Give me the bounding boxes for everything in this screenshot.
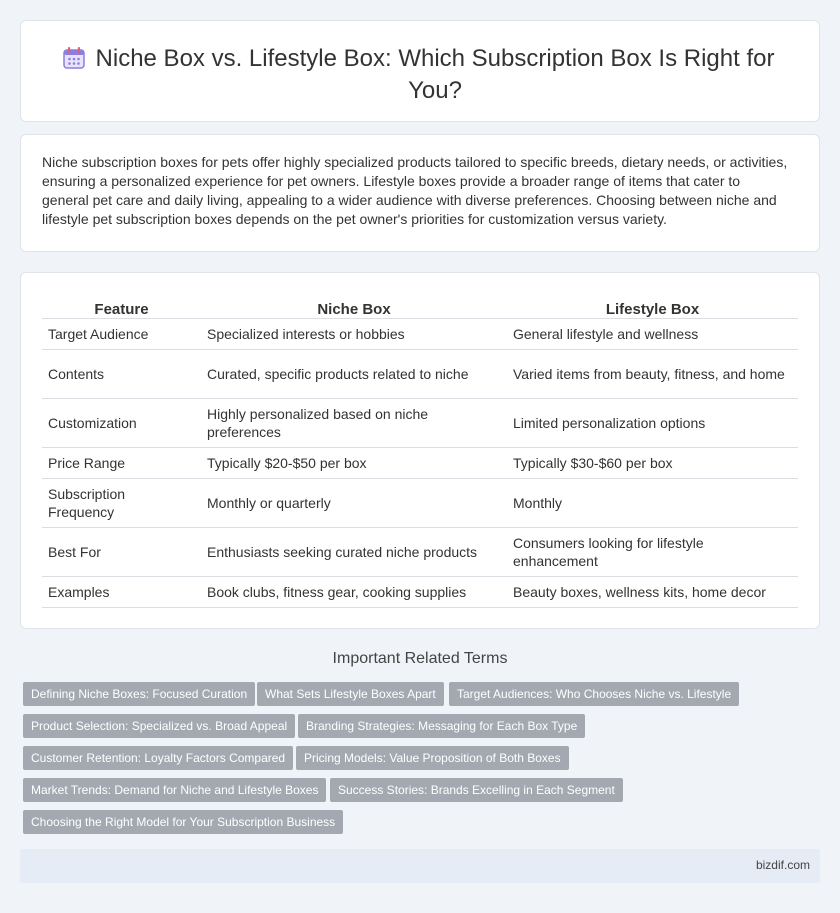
- related-term-tag[interactable]: Market Trends: Demand for Niche and Lifestyle Boxes: [23, 778, 326, 802]
- header-niche-box: Niche Box: [201, 296, 507, 318]
- related-term-tag[interactable]: Customer Retention: Loyalty Factors Compared: [23, 746, 293, 770]
- feature-cell: Examples: [42, 576, 201, 607]
- related-term-tag[interactable]: Product Selection: Specialized vs. Broad Appeal: [23, 714, 295, 738]
- footer: [20, 849, 820, 883]
- niche-cell: Book clubs, fitness gear, cooking supplies: [201, 576, 507, 607]
- feature-cell: Best For: [42, 527, 201, 576]
- feature-cell: Customization: [42, 398, 201, 447]
- footer-site-link[interactable]: bizdif.com: [755, 858, 810, 872]
- table-row: [42, 478, 798, 527]
- niche-cell: Highly personalized based on niche preferences: [201, 398, 507, 447]
- niche-cell: Typically $20-$50 per box: [201, 447, 507, 478]
- comparison-table-card: [20, 272, 820, 629]
- table-row: [42, 349, 798, 398]
- feature-cell: Contents: [42, 349, 201, 398]
- header-lifestyle-box: Lifestyle Box: [507, 296, 798, 318]
- comparison-table: [42, 296, 798, 608]
- related-term-tag[interactable]: Branding Strategies: Messaging for Each Box Type: [298, 714, 585, 738]
- title-card: [20, 20, 820, 122]
- header-feature: Feature: [42, 296, 201, 318]
- related-term-tag[interactable]: Pricing Models: Value Proposition of Both Boxes: [296, 746, 569, 770]
- table-row: [42, 576, 798, 607]
- related-term-tag[interactable]: What Sets Lifestyle Boxes Apart: [257, 682, 444, 706]
- intro-card: [20, 134, 820, 252]
- related-terms-heading: Important Related Terms: [332, 650, 508, 667]
- lifestyle-cell: Consumers looking for lifestyle enhancement: [507, 527, 798, 576]
- related-term-tag[interactable]: Success Stories: Brands Excelling in Each Segment: [330, 778, 623, 802]
- table-header-row: [42, 296, 798, 318]
- niche-cell: Enthusiasts seeking curated niche products: [201, 527, 507, 576]
- lifestyle-cell: Beauty boxes, wellness kits, home decor: [507, 576, 798, 607]
- table-row: [42, 318, 798, 349]
- page-title: Niche Box vs. Lifestyle Box: Which Subscription Box Is Right for You?: [95, 45, 775, 104]
- related-term-tag[interactable]: Target Audiences: Who Chooses Niche vs. Lifestyle: [449, 682, 739, 706]
- feature-cell: Target Audience: [42, 318, 201, 349]
- lifestyle-cell: General lifestyle and wellness: [507, 318, 798, 349]
- table-row: [42, 447, 798, 478]
- lifestyle-cell: Varied items from beauty, fitness, and home: [507, 349, 798, 398]
- table-row: [42, 398, 798, 447]
- lifestyle-cell: Limited personalization options: [507, 398, 798, 447]
- table-row: [42, 527, 798, 576]
- feature-cell: Price Range: [42, 447, 201, 478]
- related-term-tag[interactable]: Defining Niche Boxes: Focused Curation: [23, 682, 255, 706]
- related-term-tag[interactable]: Choosing the Right Model for Your Subscription Business: [23, 810, 343, 834]
- niche-cell: Specialized interests or hobbies: [201, 318, 507, 349]
- lifestyle-cell: Monthly: [507, 478, 798, 527]
- lifestyle-cell: Typically $30-$60 per box: [507, 447, 798, 478]
- niche-cell: Curated, specific products related to niche: [201, 349, 507, 398]
- niche-cell: Monthly or quarterly: [201, 478, 507, 527]
- feature-cell: Subscription Frequency: [42, 478, 201, 527]
- intro-paragraph: Niche subscription boxes for pets offer highly specialized products tailored to specific breeds, dietary needs, or activities, ensuring a personalized experience for pet owners. Lifestyle boxes provide a broader range of items that cater to general pet care and daily living, appealing to a wider audience with diverse preferences. Choosing between niche and lifestyle pet subscription boxes depends on the pet owner's priorities for customization versus variety.: [42, 154, 788, 227]
